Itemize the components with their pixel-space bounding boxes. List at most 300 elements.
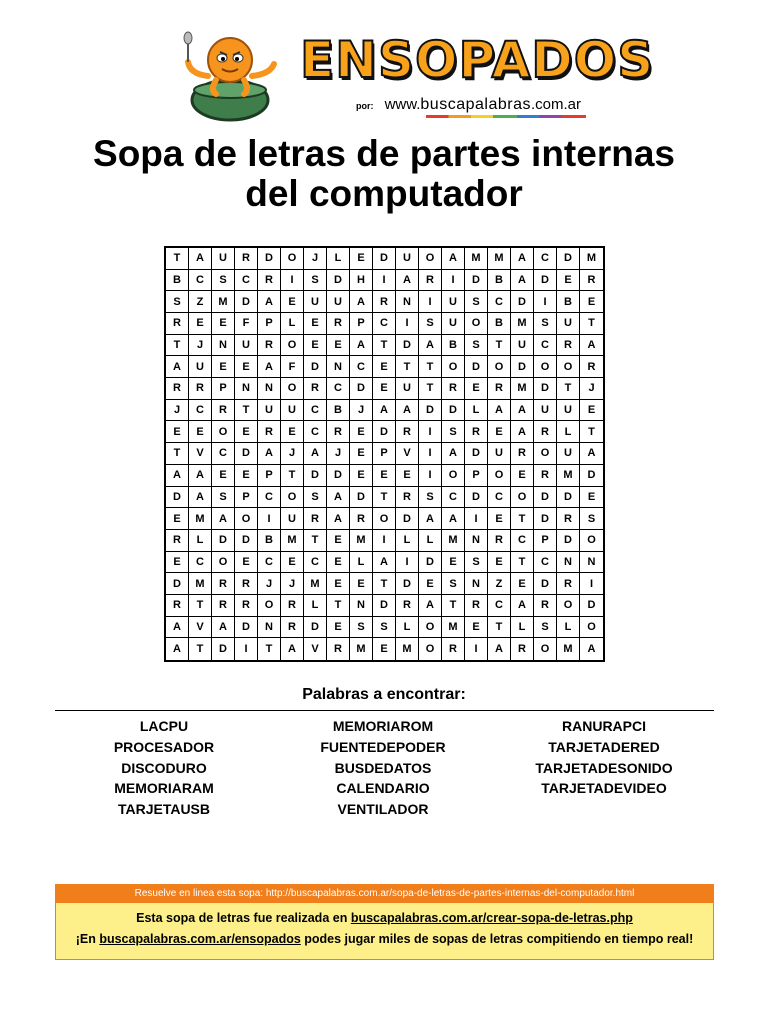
grid-cell[interactable]: J bbox=[281, 573, 304, 595]
grid-cell[interactable]: T bbox=[419, 356, 442, 378]
grid-cell[interactable]: U bbox=[442, 291, 465, 313]
grid-cell[interactable]: Z bbox=[189, 291, 212, 313]
grid-cell[interactable]: T bbox=[235, 400, 258, 422]
grid-cell[interactable]: S bbox=[166, 291, 189, 313]
grid-cell[interactable]: C bbox=[235, 270, 258, 292]
grid-cell[interactable]: A bbox=[442, 508, 465, 530]
grid-cell[interactable]: R bbox=[235, 248, 258, 270]
grid-cell[interactable]: R bbox=[557, 573, 580, 595]
grid-cell[interactable]: M bbox=[511, 313, 534, 335]
grid-cell[interactable]: D bbox=[304, 465, 327, 487]
grid-cell[interactable]: D bbox=[419, 400, 442, 422]
grid-cell[interactable]: E bbox=[580, 291, 603, 313]
grid-cell[interactable]: C bbox=[304, 421, 327, 443]
grid-cell[interactable]: A bbox=[166, 617, 189, 639]
grid-cell[interactable]: V bbox=[396, 443, 419, 465]
grid-cell[interactable]: C bbox=[189, 400, 212, 422]
grid-cell[interactable]: E bbox=[281, 291, 304, 313]
grid-cell[interactable]: I bbox=[258, 508, 281, 530]
grid-cell[interactable]: O bbox=[419, 248, 442, 270]
grid-cell[interactable]: A bbox=[350, 335, 373, 357]
grid-cell[interactable]: L bbox=[557, 617, 580, 639]
grid-cell[interactable]: E bbox=[350, 443, 373, 465]
grid-cell[interactable]: R bbox=[281, 617, 304, 639]
grid-cell[interactable]: E bbox=[166, 508, 189, 530]
grid-cell[interactable]: D bbox=[166, 573, 189, 595]
grid-cell[interactable]: E bbox=[235, 465, 258, 487]
grid-cell[interactable]: E bbox=[373, 378, 396, 400]
grid-cell[interactable]: C bbox=[511, 530, 534, 552]
grid-cell[interactable]: A bbox=[258, 291, 281, 313]
grid-cell[interactable]: F bbox=[281, 356, 304, 378]
grid-cell[interactable]: A bbox=[327, 508, 350, 530]
grid-cell[interactable]: O bbox=[580, 617, 603, 639]
grid-cell[interactable]: J bbox=[189, 335, 212, 357]
grid-cell[interactable]: E bbox=[350, 248, 373, 270]
grid-cell[interactable]: A bbox=[587, 643, 596, 656]
grid-cell[interactable]: T bbox=[304, 530, 327, 552]
grid-cell[interactable]: R bbox=[166, 595, 189, 617]
grid-cell[interactable]: E bbox=[488, 508, 511, 530]
grid-cell[interactable]: I bbox=[465, 508, 488, 530]
grid-cell[interactable]: O bbox=[235, 508, 258, 530]
grid-cell[interactable]: D bbox=[534, 573, 557, 595]
grid-cell[interactable]: T bbox=[580, 313, 603, 335]
grid-cell[interactable]: E bbox=[488, 421, 511, 443]
grid-cell[interactable]: O bbox=[534, 638, 557, 660]
grid-cell[interactable]: E bbox=[580, 400, 603, 422]
grid-cell[interactable]: U bbox=[189, 356, 212, 378]
grid-cell[interactable]: P bbox=[534, 530, 557, 552]
grid-cell[interactable]: L bbox=[511, 617, 534, 639]
grid-cell[interactable]: D bbox=[396, 335, 419, 357]
grid-cell[interactable]: C bbox=[258, 487, 281, 509]
grid-cell[interactable]: S bbox=[465, 291, 488, 313]
grid-cell[interactable]: R bbox=[396, 487, 419, 509]
grid-cell[interactable]: A bbox=[166, 356, 189, 378]
grid-cell[interactable]: E bbox=[212, 465, 235, 487]
grid-cell[interactable]: D bbox=[557, 487, 580, 509]
grid-cell[interactable]: E bbox=[327, 552, 350, 574]
grid-cell[interactable]: O bbox=[281, 248, 304, 270]
grid-cell[interactable]: J bbox=[304, 248, 327, 270]
grid-cell[interactable]: V bbox=[304, 638, 327, 660]
grid-cell[interactable]: E bbox=[327, 617, 350, 639]
grid-cell[interactable]: I bbox=[396, 552, 419, 574]
grid-cell[interactable]: S bbox=[350, 617, 373, 639]
grid-cell[interactable]: I bbox=[419, 421, 442, 443]
grid-cell[interactable]: T bbox=[327, 595, 350, 617]
grid-cell[interactable]: L bbox=[189, 530, 212, 552]
grid-cell[interactable]: R bbox=[235, 573, 258, 595]
grid-cell[interactable]: P bbox=[258, 313, 281, 335]
grid-cell[interactable]: S bbox=[212, 270, 235, 292]
grid-cell[interactable]: R bbox=[534, 595, 557, 617]
grid-cell[interactable]: N bbox=[557, 552, 580, 574]
grid-cell[interactable]: I bbox=[580, 573, 603, 595]
grid-cell[interactable]: D bbox=[534, 378, 557, 400]
grid-cell[interactable]: U bbox=[212, 248, 235, 270]
grid-cell[interactable]: O bbox=[580, 530, 603, 552]
grid-cell[interactable]: R bbox=[304, 378, 327, 400]
grid-cell[interactable]: V bbox=[189, 617, 212, 639]
grid-cell[interactable]: S bbox=[534, 617, 557, 639]
grid-cell[interactable]: C bbox=[350, 356, 373, 378]
grid-cell[interactable]: S bbox=[419, 313, 442, 335]
grid-cell[interactable]: E bbox=[235, 356, 258, 378]
grid-cell[interactable]: R bbox=[465, 595, 488, 617]
grid-cell[interactable]: R bbox=[580, 356, 603, 378]
grid-cell[interactable]: N bbox=[258, 378, 281, 400]
grid-cell[interactable]: E bbox=[488, 552, 511, 574]
grid-cell[interactable]: M bbox=[350, 530, 373, 552]
grid-cell[interactable]: D bbox=[235, 530, 258, 552]
online-solve-link[interactable]: Resuelve en linea esta sopa: http://buscapalabras.com.ar/sopa-de-letras-de-partes-internas-del-computador.html bbox=[56, 885, 713, 903]
grid-cell[interactable]: O bbox=[534, 356, 557, 378]
grid-cell[interactable]: S bbox=[304, 270, 327, 292]
grid-cell[interactable]: L bbox=[327, 248, 350, 270]
grid-cell[interactable]: O bbox=[212, 552, 235, 574]
grid-cell[interactable]: R bbox=[557, 335, 580, 357]
grid-cell[interactable]: E bbox=[304, 335, 327, 357]
grid-cell[interactable]: L bbox=[419, 530, 442, 552]
grid-cell[interactable]: J bbox=[580, 378, 603, 400]
grid-cell[interactable]: T bbox=[488, 335, 511, 357]
grid-cell[interactable]: E bbox=[419, 573, 442, 595]
grid-cell[interactable]: L bbox=[281, 313, 304, 335]
grid-cell[interactable]: P bbox=[212, 378, 235, 400]
grid-cell[interactable]: E bbox=[166, 552, 189, 574]
grid-cell[interactable]: R bbox=[212, 573, 235, 595]
grid-cell[interactable]: C bbox=[488, 487, 511, 509]
grid-cell[interactable]: S bbox=[442, 421, 465, 443]
grid-cell[interactable]: D bbox=[258, 248, 281, 270]
grid-cell[interactable]: M bbox=[557, 638, 580, 660]
grid-cell[interactable]: E bbox=[511, 465, 534, 487]
grid-cell[interactable]: T bbox=[166, 248, 189, 270]
grid-cell[interactable]: E bbox=[350, 465, 373, 487]
grid-cell[interactable]: R bbox=[396, 595, 419, 617]
create-puzzle-link[interactable]: buscapalabras.com.ar/crear-sopa-de-letras.php bbox=[350, 911, 633, 925]
grid-cell[interactable]: E bbox=[189, 421, 212, 443]
grid-cell[interactable]: T bbox=[488, 617, 511, 639]
grid-cell[interactable]: E bbox=[235, 552, 258, 574]
grid-cell[interactable]: R bbox=[511, 638, 534, 660]
grid-cell[interactable]: R bbox=[327, 421, 350, 443]
grid-cell[interactable]: D bbox=[212, 638, 235, 660]
grid-cell[interactable]: I bbox=[534, 291, 557, 313]
grid-cell[interactable]: M bbox=[465, 248, 488, 270]
grid-cell[interactable]: O bbox=[281, 378, 304, 400]
grid-cell[interactable]: I bbox=[465, 638, 488, 660]
grid-cell[interactable]: T bbox=[419, 378, 442, 400]
grid-cell[interactable]: D bbox=[580, 465, 603, 487]
grid-cell[interactable]: A bbox=[350, 291, 373, 313]
grid-cell[interactable]: U bbox=[534, 400, 557, 422]
grid-cell[interactable]: A bbox=[511, 248, 534, 270]
grid-cell[interactable]: N bbox=[465, 530, 488, 552]
grid-cell[interactable]: M bbox=[580, 248, 603, 270]
grid-cell[interactable]: E bbox=[465, 617, 488, 639]
grid-cell[interactable]: A bbox=[396, 400, 419, 422]
grid-cell[interactable]: A bbox=[166, 465, 189, 487]
grid-cell[interactable]: O bbox=[557, 356, 580, 378]
grid-cell[interactable]: R bbox=[212, 400, 235, 422]
grid-cell[interactable]: R bbox=[304, 508, 327, 530]
grid-cell[interactable]: R bbox=[442, 638, 465, 660]
grid-cell[interactable]: N bbox=[396, 291, 419, 313]
grid-cell[interactable]: U bbox=[557, 313, 580, 335]
grid-cell[interactable]: D bbox=[304, 617, 327, 639]
grid-cell[interactable]: I bbox=[442, 270, 465, 292]
grid-cell[interactable]: R bbox=[189, 378, 212, 400]
grid-cell[interactable]: E bbox=[189, 313, 212, 335]
grid-cell[interactable]: V bbox=[189, 443, 212, 465]
word-search-grid[interactable] bbox=[164, 246, 605, 662]
grid-cell[interactable]: L bbox=[465, 400, 488, 422]
grid-cell[interactable]: R bbox=[465, 421, 488, 443]
grid-cell[interactable]: A bbox=[327, 487, 350, 509]
grid-cell[interactable]: B bbox=[327, 400, 350, 422]
grid-cell[interactable]: S bbox=[465, 552, 488, 574]
grid-cell[interactable]: R bbox=[258, 270, 281, 292]
grid-cell[interactable]: E bbox=[580, 487, 603, 509]
grid-cell[interactable]: E bbox=[327, 530, 350, 552]
grid-cell[interactable]: I bbox=[281, 270, 304, 292]
grid-cell[interactable]: A bbox=[580, 335, 603, 357]
grid-cell[interactable]: R bbox=[327, 313, 350, 335]
grid-cell[interactable]: L bbox=[557, 421, 580, 443]
grid-cell[interactable]: M bbox=[281, 530, 304, 552]
grid-cell[interactable]: O bbox=[534, 443, 557, 465]
grid-cell[interactable]: R bbox=[396, 421, 419, 443]
grid-cell[interactable]: R bbox=[258, 421, 281, 443]
grid-cell[interactable]: C bbox=[258, 552, 281, 574]
grid-cell[interactable]: O bbox=[511, 487, 534, 509]
grid-cell[interactable]: D bbox=[350, 378, 373, 400]
grid-cell[interactable]: D bbox=[304, 356, 327, 378]
grid-cell[interactable]: A bbox=[212, 508, 235, 530]
grid-cell[interactable]: R bbox=[488, 530, 511, 552]
grid-cell[interactable]: N bbox=[235, 378, 258, 400]
ensopados-link[interactable]: buscapalabras.com.ar/ensopados bbox=[99, 932, 301, 946]
grid-cell[interactable]: T bbox=[442, 595, 465, 617]
grid-cell[interactable]: O bbox=[488, 356, 511, 378]
grid-cell[interactable]: B bbox=[557, 291, 580, 313]
grid-cell[interactable]: A bbox=[580, 443, 603, 465]
grid-cell[interactable]: E bbox=[373, 356, 396, 378]
grid-cell[interactable]: E bbox=[373, 638, 396, 660]
grid-cell[interactable]: C bbox=[212, 443, 235, 465]
grid-cell[interactable]: U bbox=[396, 378, 419, 400]
grid-cell[interactable]: M bbox=[396, 638, 419, 660]
grid-cell[interactable]: C bbox=[327, 378, 350, 400]
grid-cell[interactable]: M bbox=[212, 291, 235, 313]
grid-cell[interactable]: R bbox=[534, 421, 557, 443]
grid-cell[interactable]: R bbox=[258, 335, 281, 357]
grid-cell[interactable]: M bbox=[189, 573, 212, 595]
grid-cell[interactable]: R bbox=[235, 595, 258, 617]
grid-cell[interactable]: R bbox=[511, 443, 534, 465]
grid-cell[interactable]: O bbox=[442, 356, 465, 378]
grid-cell[interactable]: C bbox=[373, 313, 396, 335]
grid-cell[interactable]: D bbox=[465, 356, 488, 378]
grid-cell[interactable]: J bbox=[281, 443, 304, 465]
grid-cell[interactable]: O bbox=[212, 421, 235, 443]
grid-cell[interactable]: R bbox=[212, 595, 235, 617]
grid-cell[interactable]: N bbox=[258, 617, 281, 639]
grid-cell[interactable]: R bbox=[442, 378, 465, 400]
grid-cell[interactable]: D bbox=[235, 291, 258, 313]
grid-cell[interactable]: B bbox=[166, 270, 189, 292]
grid-cell[interactable]: E bbox=[212, 313, 235, 335]
grid-cell[interactable]: E bbox=[212, 356, 235, 378]
grid-cell[interactable]: I bbox=[396, 313, 419, 335]
grid-cell[interactable]: U bbox=[235, 335, 258, 357]
grid-cell[interactable]: E bbox=[373, 465, 396, 487]
grid-cell[interactable]: D bbox=[396, 573, 419, 595]
grid-cell[interactable]: D bbox=[465, 443, 488, 465]
grid-cell[interactable]: T bbox=[281, 465, 304, 487]
grid-cell[interactable]: D bbox=[327, 270, 350, 292]
grid-cell[interactable]: T bbox=[373, 573, 396, 595]
grid-cell[interactable]: L bbox=[304, 595, 327, 617]
grid-cell[interactable]: U bbox=[511, 335, 534, 357]
grid-cell[interactable]: A bbox=[258, 443, 281, 465]
grid-cell[interactable]: E bbox=[511, 573, 534, 595]
grid-cell[interactable]: T bbox=[166, 443, 189, 465]
grid-cell[interactable]: S bbox=[212, 487, 235, 509]
grid-cell[interactable]: M bbox=[442, 530, 465, 552]
grid-cell[interactable]: M bbox=[189, 508, 212, 530]
grid-cell[interactable]: C bbox=[534, 248, 557, 270]
grid-cell[interactable]: A bbox=[189, 248, 212, 270]
grid-cell[interactable]: N bbox=[465, 573, 488, 595]
grid-cell[interactable]: U bbox=[281, 400, 304, 422]
grid-cell[interactable]: D bbox=[511, 291, 534, 313]
grid-cell[interactable]: A bbox=[189, 465, 212, 487]
grid-cell[interactable]: E bbox=[281, 552, 304, 574]
grid-cell[interactable]: A bbox=[373, 552, 396, 574]
grid-cell[interactable]: D bbox=[373, 248, 396, 270]
grid-cell[interactable]: O bbox=[419, 638, 442, 660]
grid-cell[interactable]: D bbox=[419, 552, 442, 574]
grid-cell[interactable]: D bbox=[465, 487, 488, 509]
grid-cell[interactable]: F bbox=[235, 313, 258, 335]
grid-cell[interactable]: U bbox=[488, 443, 511, 465]
grid-cell[interactable]: A bbox=[419, 335, 442, 357]
grid-cell[interactable]: A bbox=[281, 638, 304, 660]
grid-cell[interactable]: P bbox=[350, 313, 373, 335]
grid-cell[interactable]: D bbox=[327, 465, 350, 487]
grid-cell[interactable]: R bbox=[281, 595, 304, 617]
grid-cell[interactable]: I bbox=[419, 443, 442, 465]
grid-cell[interactable]: M bbox=[350, 638, 373, 660]
grid-cell[interactable]: D bbox=[511, 356, 534, 378]
grid-cell[interactable]: D bbox=[373, 421, 396, 443]
grid-cell[interactable]: A bbox=[212, 617, 235, 639]
grid-cell[interactable]: D bbox=[396, 508, 419, 530]
grid-cell[interactable]: R bbox=[534, 465, 557, 487]
grid-cell[interactable]: E bbox=[350, 573, 373, 595]
grid-cell[interactable]: T bbox=[258, 638, 281, 660]
grid-cell[interactable]: C bbox=[304, 552, 327, 574]
grid-cell[interactable]: T bbox=[189, 595, 212, 617]
grid-cell[interactable]: N bbox=[580, 552, 603, 574]
grid-cell[interactable]: C bbox=[189, 270, 212, 292]
grid-cell[interactable]: L bbox=[396, 530, 419, 552]
grid-cell[interactable]: T bbox=[511, 508, 534, 530]
grid-cell[interactable]: O bbox=[488, 465, 511, 487]
grid-cell[interactable]: A bbox=[488, 400, 511, 422]
grid-cell[interactable]: O bbox=[442, 465, 465, 487]
grid-cell[interactable]: A bbox=[258, 356, 281, 378]
grid-cell[interactable]: T bbox=[396, 356, 419, 378]
grid-cell[interactable]: P bbox=[258, 465, 281, 487]
grid-cell[interactable]: E bbox=[442, 552, 465, 574]
grid-cell[interactable]: D bbox=[465, 270, 488, 292]
grid-cell[interactable]: D bbox=[534, 270, 557, 292]
grid-cell[interactable]: U bbox=[396, 248, 419, 270]
grid-cell[interactable]: U bbox=[557, 443, 580, 465]
grid-cell[interactable]: C bbox=[442, 487, 465, 509]
grid-cell[interactable]: O bbox=[419, 617, 442, 639]
grid-cell[interactable]: A bbox=[442, 248, 465, 270]
grid-cell[interactable]: J bbox=[258, 573, 281, 595]
grid-cell[interactable]: A bbox=[511, 595, 534, 617]
grid-cell[interactable]: N bbox=[212, 335, 235, 357]
grid-cell[interactable]: M bbox=[511, 378, 534, 400]
grid-cell[interactable]: T bbox=[373, 487, 396, 509]
grid-cell[interactable]: C bbox=[534, 552, 557, 574]
grid-cell[interactable]: S bbox=[465, 335, 488, 357]
grid-cell[interactable]: U bbox=[442, 313, 465, 335]
grid-cell[interactable]: O bbox=[465, 313, 488, 335]
grid-cell[interactable]: D bbox=[442, 400, 465, 422]
grid-cell[interactable]: R bbox=[350, 508, 373, 530]
grid-cell[interactable]: D bbox=[557, 530, 580, 552]
grid-cell[interactable]: R bbox=[557, 508, 580, 530]
grid-cell[interactable]: E bbox=[465, 378, 488, 400]
grid-cell[interactable]: R bbox=[419, 270, 442, 292]
grid-cell[interactable]: C bbox=[534, 335, 557, 357]
grid-cell[interactable]: P bbox=[465, 465, 488, 487]
grid-cell[interactable]: S bbox=[304, 487, 327, 509]
grid-cell[interactable]: S bbox=[419, 487, 442, 509]
grid-cell[interactable]: C bbox=[189, 552, 212, 574]
grid-cell[interactable]: Z bbox=[488, 573, 511, 595]
grid-cell[interactable]: O bbox=[373, 508, 396, 530]
grid-cell[interactable]: U bbox=[281, 508, 304, 530]
grid-cell[interactable]: D bbox=[235, 443, 258, 465]
grid-cell[interactable]: D bbox=[166, 487, 189, 509]
grid-cell[interactable]: D bbox=[557, 248, 580, 270]
grid-cell[interactable]: B bbox=[258, 530, 281, 552]
grid-cell[interactable]: U bbox=[304, 291, 327, 313]
grid-cell[interactable]: R bbox=[580, 270, 603, 292]
site-url[interactable]: www.buscapalabras.com.ar bbox=[384, 96, 581, 113]
grid-cell[interactable]: C bbox=[304, 400, 327, 422]
grid-cell[interactable]: B bbox=[488, 313, 511, 335]
grid-cell[interactable]: A bbox=[373, 400, 396, 422]
grid-cell[interactable]: R bbox=[166, 378, 189, 400]
grid-cell[interactable]: U bbox=[258, 400, 281, 422]
grid-cell[interactable]: D bbox=[580, 595, 603, 617]
grid-cell[interactable]: T bbox=[189, 638, 212, 660]
grid-cell[interactable]: T bbox=[511, 552, 534, 574]
grid-cell[interactable]: A bbox=[511, 270, 534, 292]
grid-cell[interactable]: D bbox=[534, 487, 557, 509]
